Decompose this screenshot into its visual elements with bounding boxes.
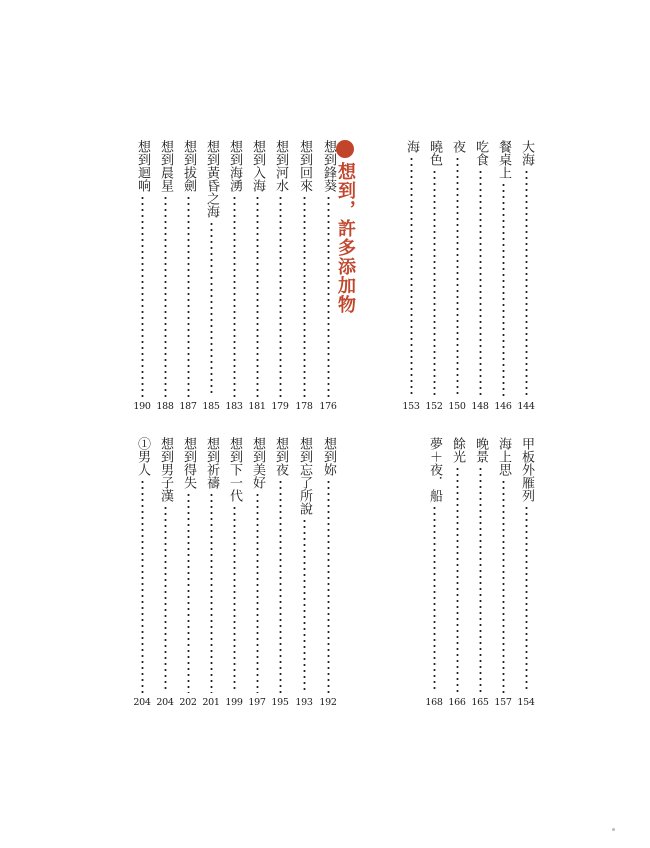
toc-entry[interactable]	[224, 437, 244, 709]
toc-entry[interactable]	[132, 437, 152, 709]
toc-entry-page: 157	[494, 697, 512, 708]
toc-entry-title: 吃食	[473, 140, 488, 166]
toc-entry[interactable]	[493, 140, 513, 413]
toc-entry[interactable]	[247, 140, 267, 413]
toc-entry[interactable]	[294, 437, 314, 709]
toc-entry-title: 想到河水	[273, 140, 288, 192]
toc-entry-title: 想到祈禱	[204, 437, 219, 489]
toc-entry-page: 197	[248, 697, 266, 708]
toc-entry-title: 想到海湧	[227, 140, 242, 192]
toc-entry[interactable]	[447, 140, 467, 413]
leader-dots	[303, 518, 306, 693]
toc-entry-title: 晚景	[473, 437, 488, 463]
toc-entry-page: 199	[225, 697, 243, 708]
toc-entry-page: 195	[271, 697, 289, 708]
toc-entry[interactable]	[470, 140, 490, 413]
leader-dots	[327, 479, 330, 693]
leader-dots	[479, 169, 482, 397]
toc-entry-page: 193	[295, 697, 313, 708]
toc-entry-title: 海上思	[496, 437, 511, 476]
toc-entry-page: 192	[319, 697, 337, 708]
toc-entry-title: 大海	[519, 140, 534, 166]
toc-entry-title: 想到得失	[181, 437, 196, 489]
toc-entry-title: 夢＋夜．船	[427, 437, 442, 502]
toc-entry[interactable]	[493, 437, 513, 709]
toc-entry-page: 146	[494, 401, 512, 412]
toc-entry-page: 165	[471, 697, 489, 708]
leader-dots	[233, 195, 236, 397]
toc-entry-page: 183	[225, 401, 243, 412]
toc-entry[interactable]	[470, 437, 490, 709]
leader-dots	[164, 195, 167, 397]
section-title: 想到，許多添加物	[335, 162, 356, 314]
toc-entry[interactable]	[401, 140, 421, 413]
toc-entry-title: 想到入海	[250, 140, 265, 192]
leader-dots	[456, 466, 459, 693]
leader-dots	[256, 492, 259, 693]
toc-entry-page: 185	[202, 401, 220, 412]
leader-dots	[525, 169, 528, 397]
leader-dots	[479, 466, 482, 693]
toc-entry-page: 150	[448, 401, 466, 412]
leader-dots	[233, 505, 236, 693]
toc-entry-page: 153	[402, 401, 420, 412]
leader-dots	[187, 492, 190, 693]
toc-entry-title: 想到下一代	[227, 437, 242, 502]
toc-entry-page: 178	[295, 401, 313, 412]
toc-entry[interactable]	[318, 437, 338, 709]
leader-dots	[279, 479, 282, 693]
toc-entry-title: 甲板外雁列	[519, 437, 534, 502]
bullet-circle-icon	[336, 140, 354, 158]
scan-speck	[612, 828, 615, 831]
leader-dots	[187, 195, 190, 397]
toc-entry-title: 想到男子漢	[158, 437, 173, 502]
leader-dots	[141, 479, 144, 693]
toc-entry-title: 想到黃昏之海	[204, 140, 219, 218]
toc-entry-page: 154	[517, 697, 535, 708]
toc-entry-page: 179	[271, 401, 289, 412]
toc-entry[interactable]	[447, 437, 467, 709]
toc-entry-title: 想到晨星	[158, 140, 173, 192]
leader-dots	[256, 195, 259, 397]
toc-entry-title: 想到迴响	[135, 140, 150, 192]
toc-entry-page: 190	[133, 401, 151, 412]
toc-entry[interactable]	[318, 140, 338, 413]
toc-entry[interactable]	[516, 140, 536, 413]
toc-entry-page: 204	[156, 697, 174, 708]
toc-entry-title: 想到夜	[273, 437, 288, 476]
leader-dots	[327, 195, 330, 397]
toc-entry[interactable]	[424, 437, 444, 709]
toc-entry[interactable]	[201, 140, 221, 413]
toc-entry[interactable]	[155, 437, 175, 709]
toc-entry-page: 201	[202, 697, 220, 708]
toc-entry-page: 187	[179, 401, 197, 412]
toc-entry[interactable]	[516, 437, 536, 709]
toc-entry[interactable]	[247, 437, 267, 709]
toc-entry-page: 176	[319, 401, 337, 412]
toc-entry-page: 144	[517, 401, 535, 412]
toc-entry-page: 188	[156, 401, 174, 412]
toc-entry-title: 夜	[450, 140, 465, 153]
toc-entry[interactable]	[270, 437, 290, 709]
leader-dots	[210, 221, 213, 397]
leader-dots	[410, 156, 413, 397]
leader-dots	[433, 505, 436, 693]
toc-entry[interactable]	[294, 140, 314, 413]
toc-entry-page: 152	[425, 401, 443, 412]
leader-dots	[433, 169, 436, 397]
toc-entry[interactable]	[424, 140, 444, 413]
toc-entry-title: 曉色	[427, 140, 442, 166]
leader-dots	[502, 182, 505, 397]
leader-dots	[141, 195, 144, 397]
leader-dots	[210, 492, 213, 693]
toc-entry-page: 148	[471, 401, 489, 412]
leader-dots	[303, 195, 306, 397]
toc-entry[interactable]	[178, 437, 198, 709]
toc-entry[interactable]	[224, 140, 244, 413]
toc-entry-title: 想到忘了所說	[297, 437, 312, 515]
leader-dots	[502, 479, 505, 693]
toc-entry-page: 166	[448, 697, 466, 708]
toc-entry-title: 海	[404, 140, 419, 153]
leader-dots	[525, 505, 528, 693]
toc-entry-page: 181	[248, 401, 266, 412]
leader-dots	[164, 505, 167, 693]
toc-entry-title: ①男人	[135, 437, 150, 476]
toc-entry-title: 想到拔劍	[181, 140, 196, 192]
toc-entry-title: 想到回來	[297, 140, 312, 192]
leader-dots	[456, 156, 459, 397]
toc-entry-title: 想到妳	[321, 437, 336, 476]
toc-entry[interactable]	[155, 140, 175, 413]
toc-entry-title: 想到美好	[250, 437, 265, 489]
leader-dots	[279, 195, 282, 397]
toc-entry-page: 202	[179, 697, 197, 708]
toc-entry-title: 餐桌上	[496, 140, 511, 179]
toc-entry-page: 168	[425, 697, 443, 708]
toc-entry-page: 204	[133, 697, 151, 708]
toc-entry[interactable]	[178, 140, 198, 413]
toc-entry-title: 餘光	[450, 437, 465, 463]
toc-entry[interactable]	[132, 140, 152, 413]
toc-entry[interactable]	[201, 437, 221, 709]
toc-entry-title: 想到鋒葵	[321, 140, 336, 192]
toc-entry[interactable]	[270, 140, 290, 413]
